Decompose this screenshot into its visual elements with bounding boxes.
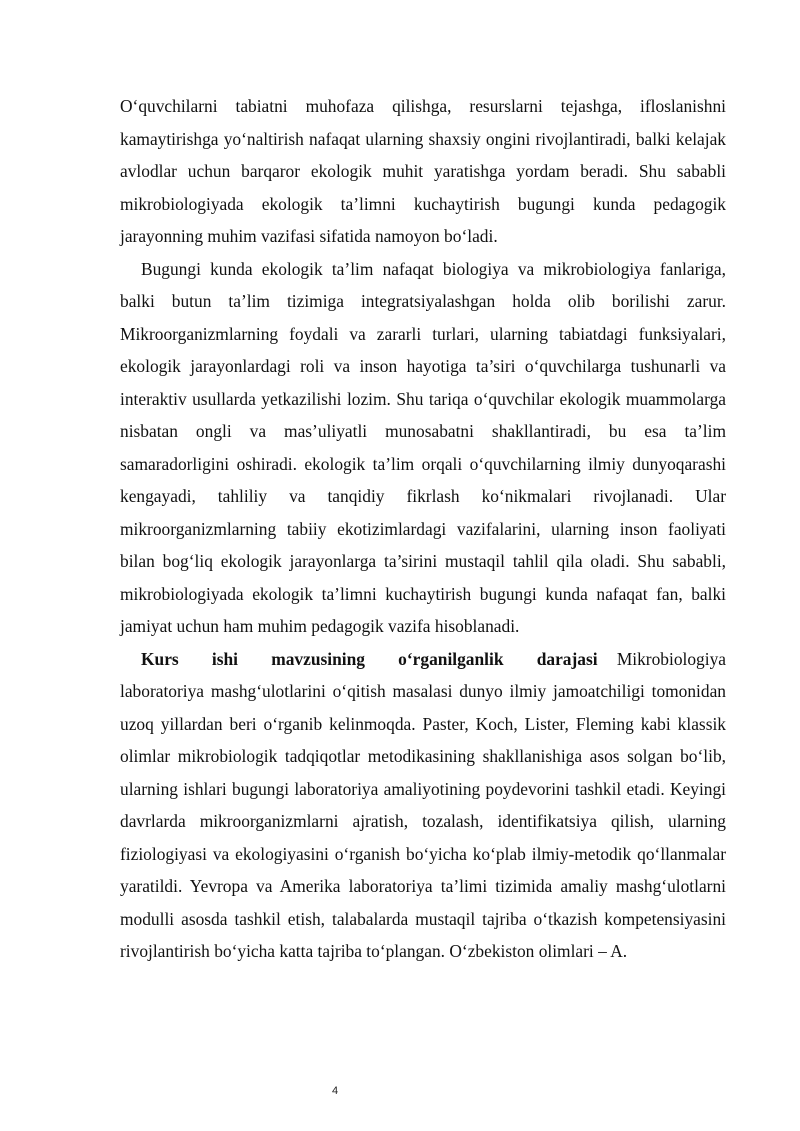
section-heading: Kurs ishi mavzusining o‘rganilganlik darajasi: [141, 648, 598, 669]
page-number: 4: [331, 1085, 339, 1097]
body-text: [120, 90, 726, 968]
paragraph-2: [120, 253, 726, 643]
paragraph-2-text: Bugungi kunda ekologik ta’lim nafaqat biologiya va mikrobiologiya fanlariga, balki butun ta’lim tizimiga integratsiyalashgan holda olib borilishi zarur. Mikroorganizmlarning foydali va zararli turlari, ularning tabiatdagi funksiyalari, ekologik jarayonlardagi roli va inson hayotiga ta’siri o‘quvchilarga tushunarli va interaktiv usullarda yetkazilishi lozim. Shu tariqa o‘quvchilar ekologik muammolarga nisbatan ongli va mas’uliyatli munosabatni shakllantiradi, bu esa ta’lim samaradorligini oshiradi. ekologik ta’lim orqali o‘quvchilarning ilmiy dunyoqarashi kengayadi, tahliliy va tanqidiy fikrlash ko‘nikmalari rivojlanadi. Ular mikroorganizmlarning tabiiy ekotizimlardagi vazifalarini, ularning inson faoliyati bilan bog‘liq ekologik jarayonlarga ta’sirini mustaqil tahlil qila oladi. Shu sababli, mikrobiologiyada ekologik ta’limni kuchaytirish bugungi kunda nafaqat fan, balki jamiyat uchun ham muhim pedagogik vazifa hisoblanadi.: [120, 258, 726, 636]
paragraph-1-text: O‘quvchilarni tabiatni muhofaza qilishga, resurslarni tejashga, ifloslanishni kamaytirishga yo‘naltirish nafaqat ularning shaxsiy ongini rivojlantiradi, balki kelajak avlodlar uchun barqaror ekologik muhit yaratishga yordam beradi. Shu sababli mikrobiologiyada ekologik ta’limni kuchaytirish bugungi kunda pedagogik jarayonning muhim vazifasi sifatida namoyon bo‘ladi.: [120, 96, 726, 246]
paragraph-3-text: Mikrobiologiya laboratoriya mashg‘ulotlarini o‘qitish masalasi dunyo ilmiy jamoatchiligi tomonidan uzoq yillardan beri o‘rganib kelinmoqda. Paster, Koch, Lister, Fleming kabi klassik olimlar mikrobiologik tadqiqotlar metodikasining shakllanishiga asos solgan bo‘lib, ularning ishlari bugungi laboratoriya amaliyotining poydevorini tashkil etadi. Keyingi davrlarda mikroorganizmlarni ajratish, tozalash, identifikatsiya qilish, ularning fiziologiyasi va ekologiyasini o‘rganish bo‘yicha ko‘plab ilmiy-metodik qo‘llanmalar yaratildi. Yevropa va Amerika laboratoriya ta’limi tizimida amaliy mashg‘ulotlarni modulli asosda tashkil etish, talabalarda mustaqil tajriba o‘tkazish kompetensiyasini rivojlantirish bo‘yicha katta tajriba to‘plangan. O‘zbekiston olimlari – A.: [120, 648, 726, 961]
paragraph-3: [120, 643, 726, 968]
paragraph-1: [120, 90, 726, 253]
